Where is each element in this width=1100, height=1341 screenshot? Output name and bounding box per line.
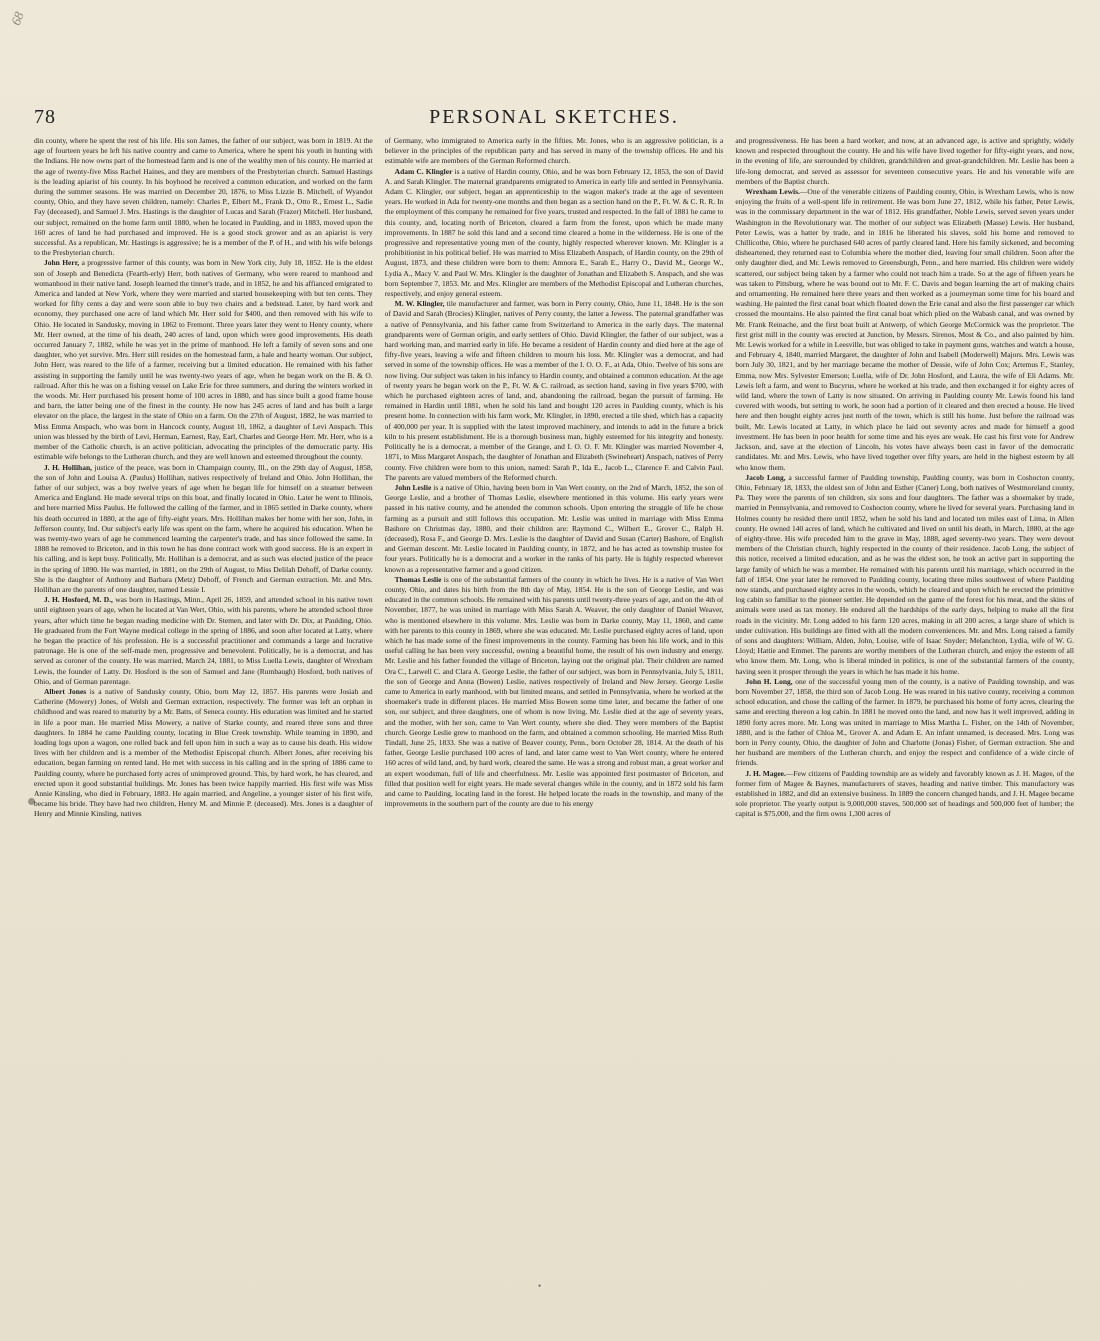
sketch-paragraph — [385, 167, 724, 300]
sketch-body-text: a progressive farmer of this county, was born in New York city, July 18, 1852. He is the eldest son of Joseph and Benedicta (Fearth-erly) Herr, both natives of Germany, who were reared to manhood and womanhood in their native land. Joseph learned the tinner's trade, and in 1852, he and his affianced emigrated to America and landed at New York, where they were married and started housekeeping with but ten cents. They worked for fifty cents a day and were soon able to buy two chairs and a bedstead. Later, by hard work and economy, they purchased one acre of land which Mr. Herr sold for $400, and then removed with his wife to Ohio. He located in Sandusky, moving in 1862 to Fremont. Three years later they went to Henry county, where Mr. Herr owned, at the time of his death, 240 acres of land, upon which were good improvements. His death occurred January 7, 1882, while he was yet in the prime of manhood. He left a family of seven sons and one daughter, who yet survive. Mrs. Herr still resides on the homestead farm, a hale and hearty woman. Our subject, John Herr, was reared to the life of a farmer, receiving but a limited education. He remained with his father assisting in supporting the family until he was twenty-two years of age, when he began work on the B. & O. railroad. After this he was on a fishing vessel on Lake Erie for three summers, and during the winters worked in the woods. Mr. Herr purchased his present home of 100 acres in 1880, and has since built a good frame house and barn, the latter being one of the finest in the county. He now has 245 acres of land and has built a large elevator on the place, the largest in the state of Ohio on a farm. On the 27th of August, 1882, he was married to Miss Emma Anspach, who was born in Hancock county, August 10, 1862, a daughter of Levi Anspach. This union was blessed by the birth of Levi, Herman, Earnest, Ray, Earl, Charles and George Herr. Mr. Herr, who is a member of the Catholic church, is an active politician, advocating the principles of the democratic party. His estimable wife belongs to the Lutheran church, and they are well known and esteemed throughout the county. — [34, 258, 373, 462]
column-1 — [34, 136, 373, 1278]
sketch-body-text: one of the successful young men of the county, is a native of Paulding township, and was born November 27, 1858, the third son of Jacob Long. He was reared in his native county, receiving a common school education, and chose the calling of the farmer. In 1879, he purchased his home of forty acres, clearing the same and erecting thereon a log cabin. In 1881 he moved onto the land, and now has it well improved, adding in 1890 forty acres more. Mr. Long was united in marriage to Miss Martha L. Fisher, on the 14th of November, 1880, and is the father of Chloa M., Grover A. and Adam E. An infant unnamed, is deceased. Mrs. Long was born in Perry county, Ohio, the daughter of John and Charlotte (Jonas) Fisher, of German extraction. She and her husband are members of the Lutheran church, and enjoy the respect and confidence of a wide circle of friends. — [735, 676, 1075, 768]
running-head: PERSONAL SKETCHES. — [429, 106, 679, 128]
column-3 — [735, 136, 1074, 1278]
sketch-subject-name: John Herr, — [44, 258, 80, 268]
sketch-body-text: is a native of Hardin county, Ohio, and he was born February 12, 1853, the son of David A. and Sarah Klingler. The maternal grandparents emigrated to America in early life and settled in Pennsylvania. Adam C. Klingler, our subject, began an apprenticeship to the wagon maker's trade at the age of seventeen years. He worked in Ada for twenty-one months and then began as a section hand on the P., Ft. W. & C. R. R. In the employment of this company he remained for five years, trusted and respected. In the fall of 1881 he came to this county, and, locating north of Briceton, cleared a farm from the forest, upon which he made many improvements. In 1887 he sold this land and a second time cleared a home in the wilderness. He is one of the progressive and representative young men of the county, highly respected wherever known. Mr. Klingler is a prohibitionist in his political belief. He was married to Miss Elizabeth Anspach, of Hardin county, on the 29th of August, 1873, and these children were born to them: Amnora E., Sarah E., Harry O., David M., George W., Lydia A., Macy V. and Paul W. Mrs. Klingler is the daughter of Jonathan and Elizabeth S. Anspach, and she was born September 7, 1853. Mr. and Mrs. Klingler are members of the Methodist Episcopal and Lutheran churches, respectively, and enjoy general esteem. — [384, 166, 724, 299]
sketch-paragraph — [735, 187, 1074, 473]
sketch-paragraph — [385, 575, 724, 810]
text-columns — [34, 136, 1074, 1278]
sketch-subject-name: Adam C. Klingler — [394, 166, 453, 176]
sketch-subject-name: Albert Jones — [44, 686, 87, 696]
sketch-paragraph — [735, 473, 1074, 677]
sketch-paragraph — [34, 258, 373, 462]
sketch-paragraph — [735, 769, 1074, 820]
sketch-body-text: —Few citizens of Paulding township are as widely and favorably known as J. H. Magee, of the former firm of Magee & Baynes, manufacturers of staves, heading and native timber. This manufactory was established in 1882, and did an extensive business. In 1889 the concern changed hands, and J. H. Magee became sole proprietor. The yearly output is 9,000,000 staves, 500,000 set of headings and 500,000 feet of lumber; the capital is $75,000, and the firm owns 1,300 acres of — [735, 768, 1075, 819]
sketch-body-text: and progressiveness. He has been a hard worker, and now, at an advanced age, is active and sprightly, widely known and respected throughout the county. He and his wife have lived together for fifty-eight years, and now, in the evening of life, are surrounded by children, grandchildren and great-grandchildren. Mr. Leslie has been a life-long democrat, and served as assessor for seventeen consecutive years. He and his venerable wife are members of the Baptist church. — [735, 136, 1075, 186]
sketch-body-text: was born in Hastings, Minn., April 26, 1859, and attended school in his native town until eighteen years of age, when he located at Van Wert, Ohio, with his parents, where he attended school three years, after which time he began reading medicine with Dr. Stemen, and later with Dr. Dix, at Paulding, Ohio. He graduated from the Fort Wayne medical college in the spring of 1886, and soon after located at Latty, where he began the practice of his profession. He is a successful practitioner and commands a large and lucrative patronage. He is one of the self-made men, progressive and benevolent. Politically, he is a democrat, and has served as coroner of the county. He was married, March 24, 1881, to Miss Luella Lewis, daughter of Wrexham Lewis, the founder of Latty. Dr. Hosford is the son of Samuel and Jane (Rumbaugh) Hosford, both natives of Ohio, and of German parentage. — [34, 595, 373, 686]
page-number: 78 — [34, 106, 56, 128]
sketch-body-text: justice of the peace, was born in Champaign county, Ill., on the 29th day of August, 1858, the son of John and Louisa A. (Paulus) Hollihan, natives respectively of Ireland and Ohio. John Hollihan, the father of our subject, was a boy twelve years of age when he began life for himself on a steamer between America and England. He made several trips on this boat, and finally located in Ohio. Later he went to Illinois, and here married Miss Paulus. He followed the calling of the farmer, and in 1865 settled in Darke county, where his death occurred in 1880, at the age of fifty-eight years. Mrs. Hollihan makes her home with her son, John, in Jefferson county, Ind. Our subject's early life was spent on the farm, where he acquired his education. When he was twenty-two years of age he commenced learning the carpenter's trade, and has since followed the same. In 1888 he removed to Briceton, and in this town he has done contract work with good success. He is an expert in his calling, and is kept busy. Politically, Mr. Hollihan is a democrat, and as such was elected justice of the peace in the spring of 1890. He was married, in 1881, on the 29th of August, to Miss Delilah Dehoff, of Darke county. She is the daughter of Anthony and Barbara (Metz) Dehoff, of French and German extraction. Mr. and Mrs. Hollihan are the parents of one daughter, named Lessie I. — [34, 462, 373, 594]
sketch-paragraph — [34, 687, 373, 820]
sketch-paragraph — [34, 136, 373, 258]
sketch-paragraph — [34, 595, 373, 687]
sketch-subject-name: J. H. Hosford, M. D., — [44, 595, 113, 605]
sketch-subject-name: Wrexham Lewis. — [745, 187, 800, 197]
pencil-annotation: 68 — [8, 9, 27, 28]
sketch-subject-name: M. W. Klingler, — [394, 299, 445, 309]
sketch-body-text: a successful farmer of Paulding township, Paulding county, was born in Coshocton county, Ohio, February 18, 1833, the oldest son of John and Esther (Caner) Long, both natives of Westmoreland county, Pa. They were the parents of ten children, six sons and four daughters. The father was a shoemaker by trade, married in Pennsylvania, and removed to Coshocton county, where he lived for several years. Purchasing land in Holmes county he resided there until 1852, when he sold his land and located ten miles east of Lima, in Allen county. He owned 140 acres of land, which he cultivated and lived on until his death, in March, 1880, at the age of eighty-three. His wife preceded him to the grave in May, 1888, aged seventy-two years. They were devout members of the Christian church, highly respected in the county of their residence. Jacob Long, the subject of this notice, received a limited education, and as he was the eldest son, he took an active part in supporting the large family of which he was a member. He remained with his parents until his marriage, which occurred in the fall of 1854. One year later he removed to Paulding county, locating three miles southwest of where Paulding now stands, and purchased eighty acres in the woods, which he cleared and upon which he erected the primitive log cabin so familiar to the pioneer settler. He depended on the game of the forest for his meat, and the skins of animals were used as tax money. He endured all the hardships of the early days, helping to make all the first roads in the vicinity. Mr. Long added to his farm 120 acres, making in all 200 acres, a large share of which is under cultivation. His buildings are fitted with all the modern conveniences. Mr. and Mrs. Long raised a family of sons and daughters: William, Alden, John, Louise, wife of Isaac Snyder; Melanchton, Lydia, wife of W. G. Lloyd; Hattie and Emmet. The parents are worthy members of the Lutheran church, and enjoy the esteem of all who know them. Mr. Long, who is liberal minded in politics, is one of the substantial farmers of the county, having seen it prosper through the years in which he has made it his home. — [735, 472, 1075, 676]
sketch-paragraph — [385, 483, 724, 575]
sketch-paragraph — [385, 299, 724, 483]
bottom-mark: • — [538, 1281, 542, 1291]
sketch-subject-name: Jacob Long, — [745, 472, 786, 482]
sketch-body-text: of Germany, who immigrated to America early in the fifties. Mr. Jones, who is an aggressive politician, is a believer in the principles of the republican party and has served in many of the township offices. He and his estimable wife are members of the German Reformed church. — [384, 136, 724, 166]
sketch-paragraph — [735, 677, 1074, 769]
sketch-body-text: is a native of Sandusky county, Ohio, born May 12, 1857. His parents were Josiah and Catherine (Mowery) Jones, of Welsh and German extraction, respectively. The former was left an orphan in childhood and was reared to maturity by a Mr. Batts, of Seneca county. His education was limited and he started in life a poor man. He married Miss Mowery, a native of Starke county, and reared three sons and three daughters. In 1884 he came Paulding county, locating in Blue Creek township. While teaming in 1890, and loading logs upon a wagon, one rolled back and fell upon him in such a way as to cause his death. His widow lives with her children and is a member of the Methodist Episcopal church. Albert Jones, after receiving his education, began farming on rented land. He met with success in his calling and in the spring of 1886 came to Paulding county, where he purchased forty acres of unimproved ground. This, by hard work, he has cleared, and erected upon it good substantial buildings. Mr. Jones has been twice happily married. His first wife was Miss Annie Kinsling, who died in February, 1883. He again married, and Angeline, a younger sister of his first wife, became his bride. They have had two children, Henry M. and Minnie P. (deceased). Mrs. Jones is a daughter of Henry and Minnie Kinsling, natives — [34, 686, 373, 819]
sketch-paragraph — [34, 463, 373, 596]
sketch-body-text: is one of the substantial farmers of the county in which he lives. He is a native of Van Wert county, Ohio, and dates his birth from the 8th day of May, 1854. He is the son of George Leslie, and was educated in the common schools. He remained with his parents until twenty-three years of age, and on the 4th of November, 1877, he was united in marriage with Miss Sarah A. Weaver, the only daughter of Daniel Weaver, who is mentioned elsewhere in this volume. Mrs. Leslie was born in Darke county, May 11, 1860, and came with her parents to this county in 1869, where she was educated. Mr. Leslie purchased eighty acres of land, upon which he has made some of the finest improvements in the county. Farming has been his life work, and in this useful calling he has been very successful, owning a beautiful home, the result of his own industry and energy. Mr. Leslie and his father founded the village of Briceton, laying out the original plat. Their children are named Ora C., Larwell C. and Clara A. George Leslie, the father of our subject, was born in Pennsylvania, July 5, 1811, the son of George and Anna (Bowen) Leslie, natives respectively of Ireland and New Jersey. George Leslie came to America in early manhood, with but limited means, and settled in Pennsylvania, where he worked at the shoemaker's trade in different places. He married Miss Bowen some time later, and became the father of one son, our subject, and three daughters, one of whom is now living. Mr. Leslie died at the age of seventy years, and the mother, with her son, came to Van Wert county, where she died. They were members of the Baptist church. George Leslie grew to manhood on the farm, and obtained a common schooling. He married Miss Ruth Tindall, June 25, 1833. She was a native of Beaver county, Penn., born October 28, 1814. At the death of his father, George Leslie purchased 100 acres of land, and later came west to Van Wert county, where he entered 160 acres of wild land, and, by hard work, cleared the same. He was a strong and robust man, a great worker and an expert woodsman, full of life and cheerfulness. Mr. Leslie was appointed first postmaster of Briceton, and filled that position well for eight years. He made several changes while in the county, and in 1872 sold his farm and came to Paulding, locating land in the forest. He helped locate the roads in the township, and many of the improvements in the southern part of the county are due to his energy — [384, 574, 724, 809]
sketch-subject-name: Thomas Leslie — [394, 574, 442, 584]
sketch-body-text: —One of the venerable citizens of Paulding county, Ohio, is Wrexham Lewis, who is now enjoying the fruits of a well-spent life in retirement. He was born June 27, 1812, while his father, Peter Lewis, was in the commissary department in the war of 1812. His grandfather, Noble Lewis, served seven years under Washington in the Revolutionary war. The mother of our subject was Elizabeth (Masse) Lewis. Her husband, Peter Lewis, was a hatter by trade, and in 1816 he liberated his slaves, sold his home and removed to Chillicothe, Ohio, where he purchased 640 acres of partly cleared land. Here his family sickened, and becoming disheartened, they returned east to Columbia where the mother died, leaving four small children. Soon after the only daughter died, and Mr. Lewis removed to Greensburgh, Penn., and here married. His children were widely scattered, our subject being taken by a farmer who could not teach him a trade. So at the age of fifteen years he was taken to Pittsburg, where he was bound out to Mr. F. C. Davis and began learning the art of making chairs and ornamenting. He remained here three years and then worked as a journeyman some time for his board and washing. He painted the first canal boat which floated down the Erie canal and also the first passenger car which crossed the mountains. He also painted the first canal boat which plied on the Wabash canal, and was owned by Mr. Frank Reinache, and the first boat built at Antwerp, of which George McCormick was the proprietor. The first grist mill in the county was erected at Junction, by Messrs. Sirenos, Most & Co., and also painted by him. Mr. Lewis worked for a while in Leesville, but was obliged to take in payment guns, watches and watch a house, and February 4, 1840, married Margaret, the daughter of John and Isabell (Moderwell) Majors. Mrs. Lewis was born July 30, 1821, and by her marriage became the mother of Dessie, wife of John Cox; Artemus F., Stanley, Emma, now Mrs. Sylvester Emerson; Luella, wife of Dr. John Hosford, and Laura, the wife of Eli Adams. Mr. Lewis left a farm, and went to Bucyrus, where he worked at his trade, and then exchanged it for eighty acres of wild land, where the town of Latty is now situated. On arriving in Paulding county Mr. Lewis found his land covered with woods, but setting to work, he soon had a portion of it cleared and then erected a house. He lived here and then bought eighty acres just north of the town, which is still his home. Just before the railroad was built, Mr. Lewis located at Latty, in which place he laid out seventy acres and made for himself a good investment. He has been in poor health for some time and his eyes are weak. He cast his first vote for Andrew Jackson, and, save at the election of Lincoln, his votes have always been cast in favor of the democratic candidates. Mr. and Mrs. Lewis, who have lived together over fifty years, are held in the highest esteem by all who know them. — [735, 187, 1075, 472]
sketch-body-text: is a native of Ohio, having been born in Van Wert county, on the 2nd of March, 1852, the son of George Leslie, and a brother of Thomas Leslie, elsewhere mentioned in this volume. His early years were passed in his native county, and he attended the common schools. Upon entering the struggle of life he chose farming as a pursuit and still follows this occupation. Mr. Leslie was united in marriage with Miss Emma Bashore on Christmas day, 1880, and their children are: Raymond C., Wilbert E., Grover C., Ralph H. (deceased), Rosa F., and George D. Mrs. Leslie is the daughter of David and Susan (Carter) Bashore, of English and German descent. Mr. Leslie located in Paulding county, in 1872, and he has acted as township trustee for four years. Politically he is a democrat and a worker in the ranks of his party. He is highly respected wherever known as a representative farmer and a good citizen. — [384, 482, 724, 574]
sketch-paragraph — [385, 136, 724, 167]
sketch-subject-name: J. H. Magee. — [745, 768, 786, 778]
sketch-subject-name: J. H. Hollihan, — [44, 462, 93, 472]
column-2 — [385, 136, 724, 1278]
sketch-subject-name: John Leslie — [394, 482, 432, 492]
page-header — [34, 106, 1074, 136]
sketch-paragraph — [735, 136, 1074, 187]
sketch-body-text: din county, where he spent the rest of his life. His son James, the father of our subject, was born in 1819. At the age of fourteen years he left his native country and came to America, where he spent his youth in hunting with the Indians. He now owns part of the homestead farm and is one of the wealthy men of his county. He married at the age of twenty-five Miss Rachel Haines, and they are members of the Presbyterian church. Samuel Hastings is the leading apiarist of his county. In his boyhood he received a common education, and worked on the farm during the summer seasons. He was married on December 20, 1876, to Miss Lizzie B. Mitchell, of Wyandot county, Ohio, and they have seven children, namely: Charles P., Elbert M., Frank D., Otto R., Ernest L., Sadie Fay (deceased), and Samuel J. Mrs. Hastings is the daughter of Lucas and Sarah (Frazer) Mitchell. Her husband, our subject, remained on the home farm until 1880, when he located in Paulding, and in 1883, moved upon the 160 acres of land he had purchased and improved. He is a good stock grower and as an apiarist is very successful. As a republican, Mr. Hastings is aggressive; he is a member of the P. of H., and with his wife belongs to the Presbyterian church. — [34, 136, 373, 258]
sketch-subject-name: John H. Long, — [745, 676, 793, 686]
sketch-body-text: tile manufacturer and farmer, was born in Perry county, Ohio, June 11, 1848. He is the son of David and Sarah (Brocies) Klingler, natives of Perry county, the latter a Jewess. The paternal grandfather was a native of Pennsylvania, and his father came from Switzerland to America in the early days. The maternal grandparents were of German origin, and early settlers of Ohio. David Klingler, the father of our subject, was a hard working man, and married early in life. He became a resident of Hardin county and died here at the age of fifty-five years, leaving a wife and fifteen children to mourn his loss. Mr. Klingler was a democrat, and had served in some of the township offices. He was a member of the I. O. O. F., at Ada, Ohio. Twelve of his sons are now living. Our subject was taken in his infancy to Hardin county, and obtained a common education. At the age of twenty years he began work on the P., Ft. W. & C. railroad, as section hand, saving in five years $700, with which he purchased eighteen acres of land, and, abandoning the railroad, began the pursuit of farming. He remained in Hardin until 1881, when he sold his land and bought 120 acres in Paulding county, which is his present home. In connection with his farm work, Mr. Klingler, in 1890, erected a tile shed, which has a capacity of 400,000 per year. It is supplied with the latest improved machinery, and intends to add in the future a brick kiln to his present establishment. He is a thorough business man, highly esteemed for his integrity and honesty. Politically he is a democrat, a member of the Grange, and I. O. O. F. Mr. Klingler was married November 4, 1871, to Miss Margaret Anspach, the daughter of Jonathan and Elizabeth (Swineheart) Anspach, natives of Perry county. Five children were born to this union, named: Sarah P., Ida E., Jacob L., Clarence F. and Calvin Paul. The parents are valued members of the Reformed church. — [384, 299, 724, 482]
